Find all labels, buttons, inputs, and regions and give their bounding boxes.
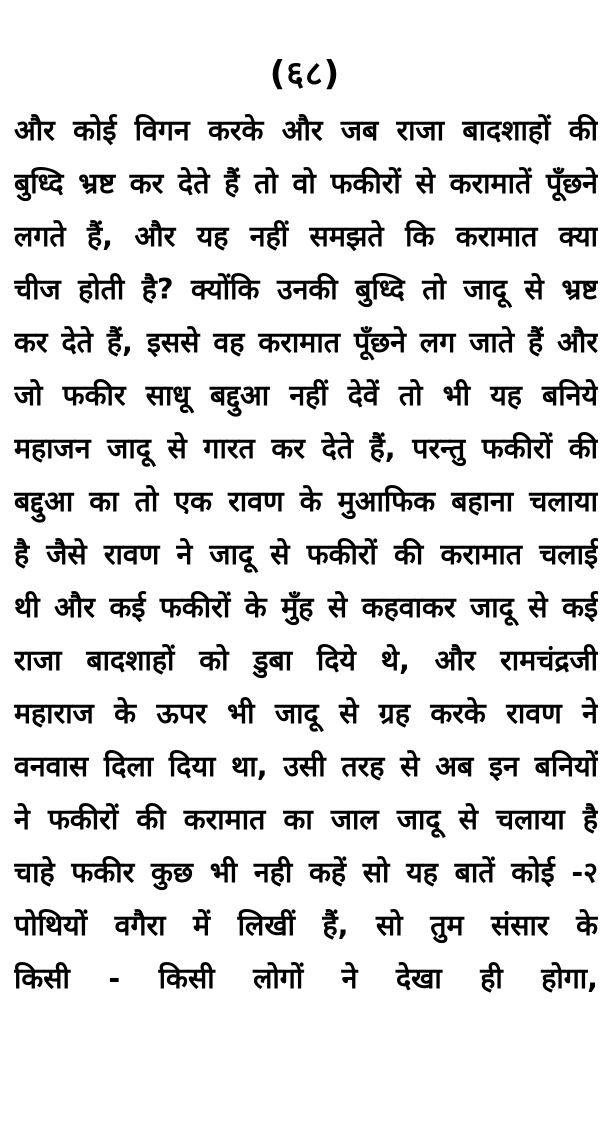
text-line: पोथियों वगैरा में लिखीं हैं, सो तुम संसार के	[14, 909, 598, 942]
text-line: महाराज के ऊपर भी जादू से ग्रह करके रावण ने	[14, 697, 598, 730]
text-line: महाजन जादू से गारत कर देते हैं, परन्तु फकीरों की	[14, 432, 598, 465]
text-line: जो फकीर साधू बद्दुआ नहीं देवें तो भी यह बनिये	[14, 379, 598, 412]
text-line: वनवास दिला दिया था, उसी तरह से अब इन बनियों	[14, 750, 598, 783]
text-line: किसी - किसी लोगों ने देखा ही होगा,	[14, 962, 598, 995]
body-text	[14, 104, 598, 1005]
text-line: और कोई विगन करके और जब राजा बादशाहों की	[14, 114, 598, 147]
text-line: चाहे फकीर कुछ भी नही कहें सो यह बातें कोई -२	[14, 856, 598, 889]
text-line: चीज होती है? क्योंकि उनकी बुध्दि तो जादू से भ्रष्ट	[14, 273, 598, 306]
page-number: (६८)	[269, 54, 341, 94]
text-line: राजा बादशाहों को डुबा दिये थे, और रामचंद्रजी	[14, 644, 598, 677]
text-line: ने फकीरों की करामात का जाल जादू से चलाया है	[14, 803, 598, 836]
text-line: बद्दुआ का तो एक रावण के मुआफिक बहाना चलाया	[14, 485, 598, 518]
text-line: थी और कई फकीरों के मुँह से कहवाकर जादू से कई	[14, 591, 598, 624]
text-line: बुध्दि भ्रष्ट कर देते हैं तो वो फकीरों से करामातें पूँछने	[14, 167, 598, 200]
text-line: कर देते हैं, इससे वह करामात पूँछने लग जाते हैं और	[14, 326, 598, 359]
text-line: है जैसे रावण ने जादू से फकीरों की करामात चलाई	[14, 538, 598, 571]
text-line: लगते हैं, और यह नहीं समझते कि करामात क्या	[14, 220, 598, 253]
